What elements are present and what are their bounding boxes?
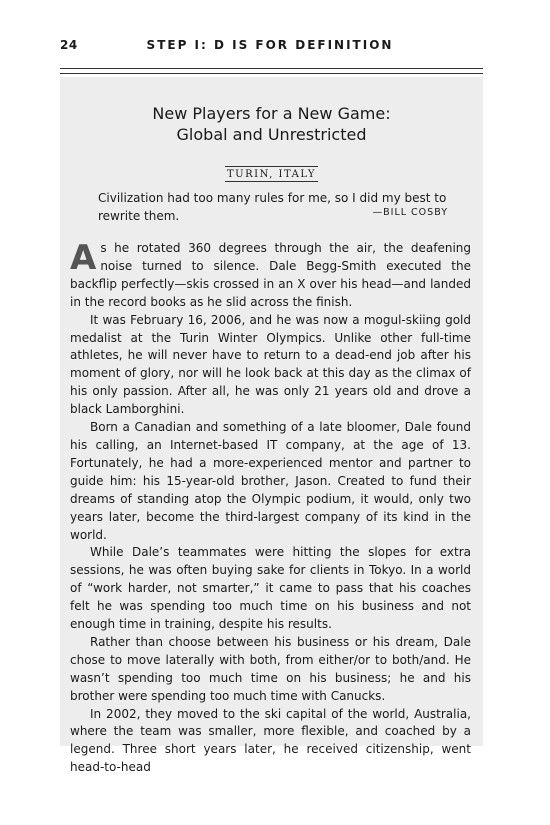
epigraph-attribution: —BILL COSBY <box>372 207 448 218</box>
location-heading <box>60 162 483 182</box>
page-header <box>60 38 480 54</box>
paragraph-2: It was February 16, 2006, and he was now a mogul-skiing gold medalist at the Turin Winter Olympics. Unlike other full-time athletes, he will never have to return to a dead-end job after his moment of glory, nor will he look back at this day as the climax of his only passion. After all, he was only 21 years old and drove a black Lamborghini. <box>70 312 471 417</box>
header-rule-bottom <box>60 73 483 74</box>
epigraph-quote: Civilization had too many rules for me, so I did my best to rewrite them. <box>98 191 447 223</box>
running-head: STEP I: D IS FOR DEFINITION <box>146 38 394 52</box>
paragraph-1-text: s he rotated 360 degrees through the air, the deafening noise turned to silence. Dale Begg-Smith executed the backflip perfectly—skis crossed in an X over his head—and landed in the record books as he slid across the finish. <box>70 241 471 309</box>
paragraph-4: While Dale’s teammates were hitting the slopes for extra sessions, he was often buying sake for clients in Tokyo. In a world of “work harder, not smarter,” it came to pass that his coaches felt he was spending too much time on his business and not enough time in training, despite his results. <box>70 545 471 632</box>
paragraph-3: Born a Canadian and something of a late bloomer, Dale found his calling, an Internet-based IT company, at the age of 13. Fortunately, he had a more-experienced mentor and partner to guide him: his 15-year-old brother, Jason. Created to fund their dreams of standing atop the Olympic podium, it would, only two years later, become the third-largest company of its kind in the world. <box>70 420 471 542</box>
section-title-line1: New Players for a New Game: <box>152 104 391 123</box>
section-title-line2: Global and Unrestricted <box>176 125 367 144</box>
paragraph-6: In 2002, they moved to the ski capital of the world, Australia, where the team was smaller, more flexible, and coached by a legend. Three short years later, he received citizenship, went head-to-head <box>70 706 471 775</box>
page-number: 24 <box>60 38 78 52</box>
header-rule-top <box>60 68 483 69</box>
paragraph-1 <box>70 240 471 312</box>
location-label: TURIN, ITALY <box>225 166 318 182</box>
section-title <box>60 103 483 145</box>
paragraph-5: Rather than choose between his business or his dream, Dale chose to move laterally with both, from either/or to both/and. He wasn’t spending too much time on his business; he and his brother were spending too much time with Canucks. <box>70 634 471 703</box>
drop-cap: A <box>70 238 97 278</box>
body-text <box>70 240 471 777</box>
